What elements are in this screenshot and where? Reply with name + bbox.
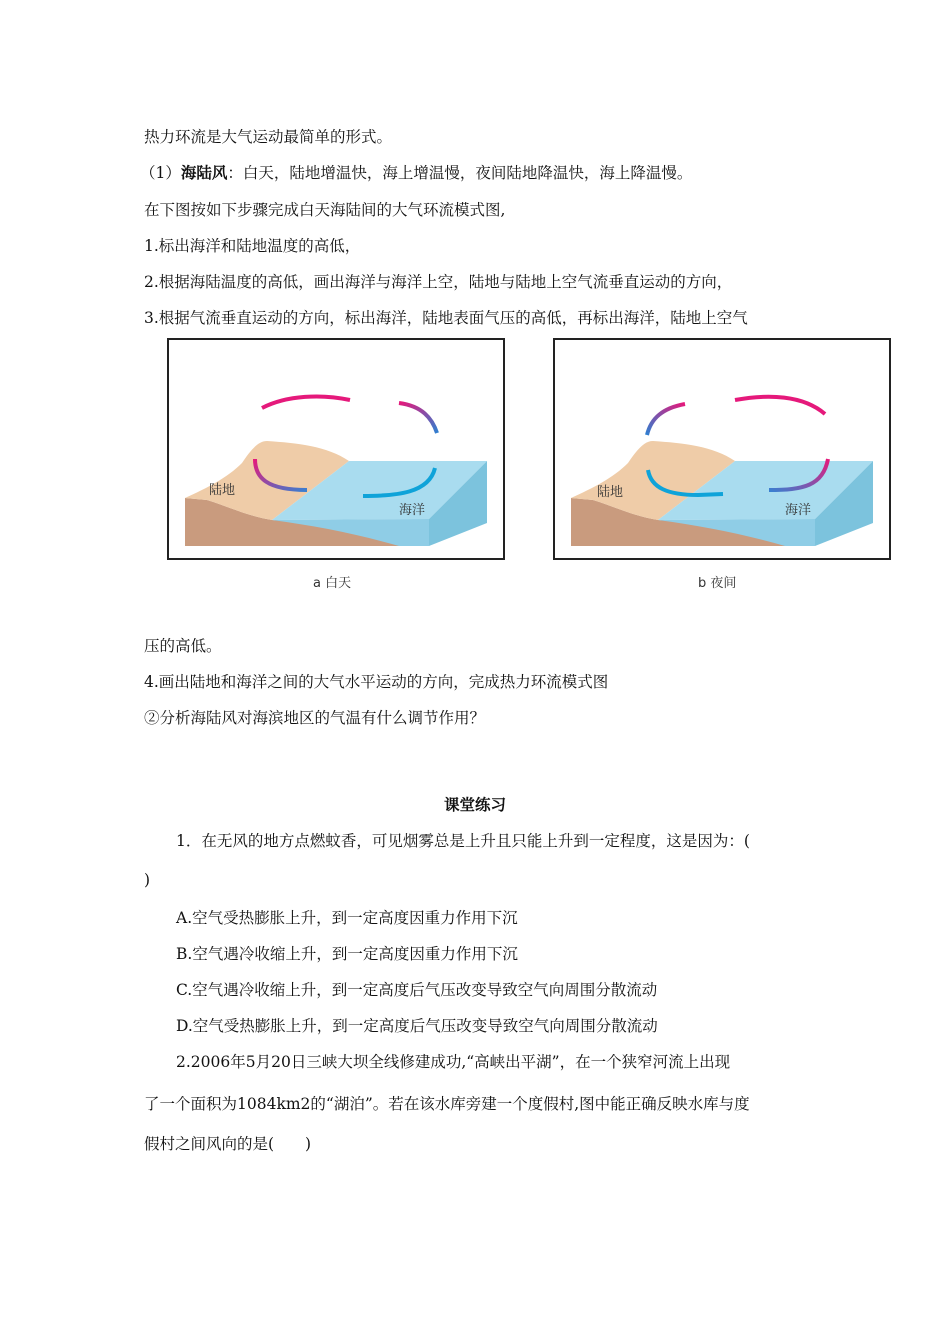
sea-label: 海洋 <box>399 503 426 518</box>
figure-night <box>553 338 891 560</box>
caption-daytime: a 白天 <box>313 576 352 591</box>
question-2-analysis: ②分析海陆风对海滨地区的气温有什么调节作用？ <box>144 709 486 727</box>
sea-land-term: 海陆风 <box>180 163 228 182</box>
practice-q2-line-1: 2.2006年5月20日三峡大坝全线修建成功,“高峡出平湖”，在一个狭窄河流上出现 <box>176 1053 731 1071</box>
intro-text: 热力环流是大气运动最简单的形式。 <box>144 128 393 146</box>
practice-title: 课堂练习 <box>443 795 506 814</box>
step-2: 2.根据海陆温度的高低，画出海洋与海洋上空，陆地与陆地上空气流垂直运动的方向， <box>144 273 733 291</box>
sea-land-prefix: （1） <box>140 164 181 182</box>
sea-land-paragraph <box>140 163 692 183</box>
figure-daytime <box>167 338 505 560</box>
daytime-diagram-svg <box>167 338 505 560</box>
option-d: D.空气受热膨胀上升，到一定高度后气压改变导致空气向周围分散流动 <box>176 1017 658 1035</box>
step-3-continued: 压的高低。 <box>144 637 222 655</box>
step-1: 1.标出海洋和陆地温度的高低， <box>144 237 361 255</box>
practice-q1-stem: 1．在无风的地方点燃蚊香，可见烟雾总是上升且只能上升到一定程度，这是因为：( <box>176 832 750 850</box>
sea-label: 海洋 <box>785 503 812 518</box>
option-c: C.空气遇冷收缩上升，到一定高度后气压改变导致空气向周围分散流动 <box>176 981 658 999</box>
sea-land-text: ：白天，陆地增温快，海上增温慢，夜间陆地降温快，海上降温慢。 <box>227 164 693 182</box>
land-label: 陆地 <box>597 485 624 500</box>
option-b: B.空气遇冷收缩上升，到一定高度因重力作用下沉 <box>176 945 518 963</box>
option-a: A.空气受热膨胀上升，到一定高度因重力作用下沉 <box>176 909 518 927</box>
instruction-text: 在下图按如下步骤完成白天海陆间的大气环流模式图, <box>144 201 506 219</box>
step-3: 3.根据气流垂直运动的方向，标出海洋，陆地表面气压的高低，再标出海洋，陆地上空气 <box>144 309 748 327</box>
step-4: 4.画出陆地和海洋之间的大气水平运动的方向，完成热力环流模式图 <box>144 673 609 691</box>
caption-night: b 夜间 <box>698 576 737 591</box>
land-label: 陆地 <box>209 483 236 498</box>
practice-q2-line-3: 假村之间风向的是( ) <box>144 1135 312 1153</box>
night-diagram-svg <box>553 338 891 560</box>
practice-q1-stem-end: ) <box>144 871 151 889</box>
practice-q2-line-2: 了一个面积为1084km2的“湖泊”。若在该水库旁建一个度假村,图中能正确反映水库与度 <box>144 1095 750 1113</box>
